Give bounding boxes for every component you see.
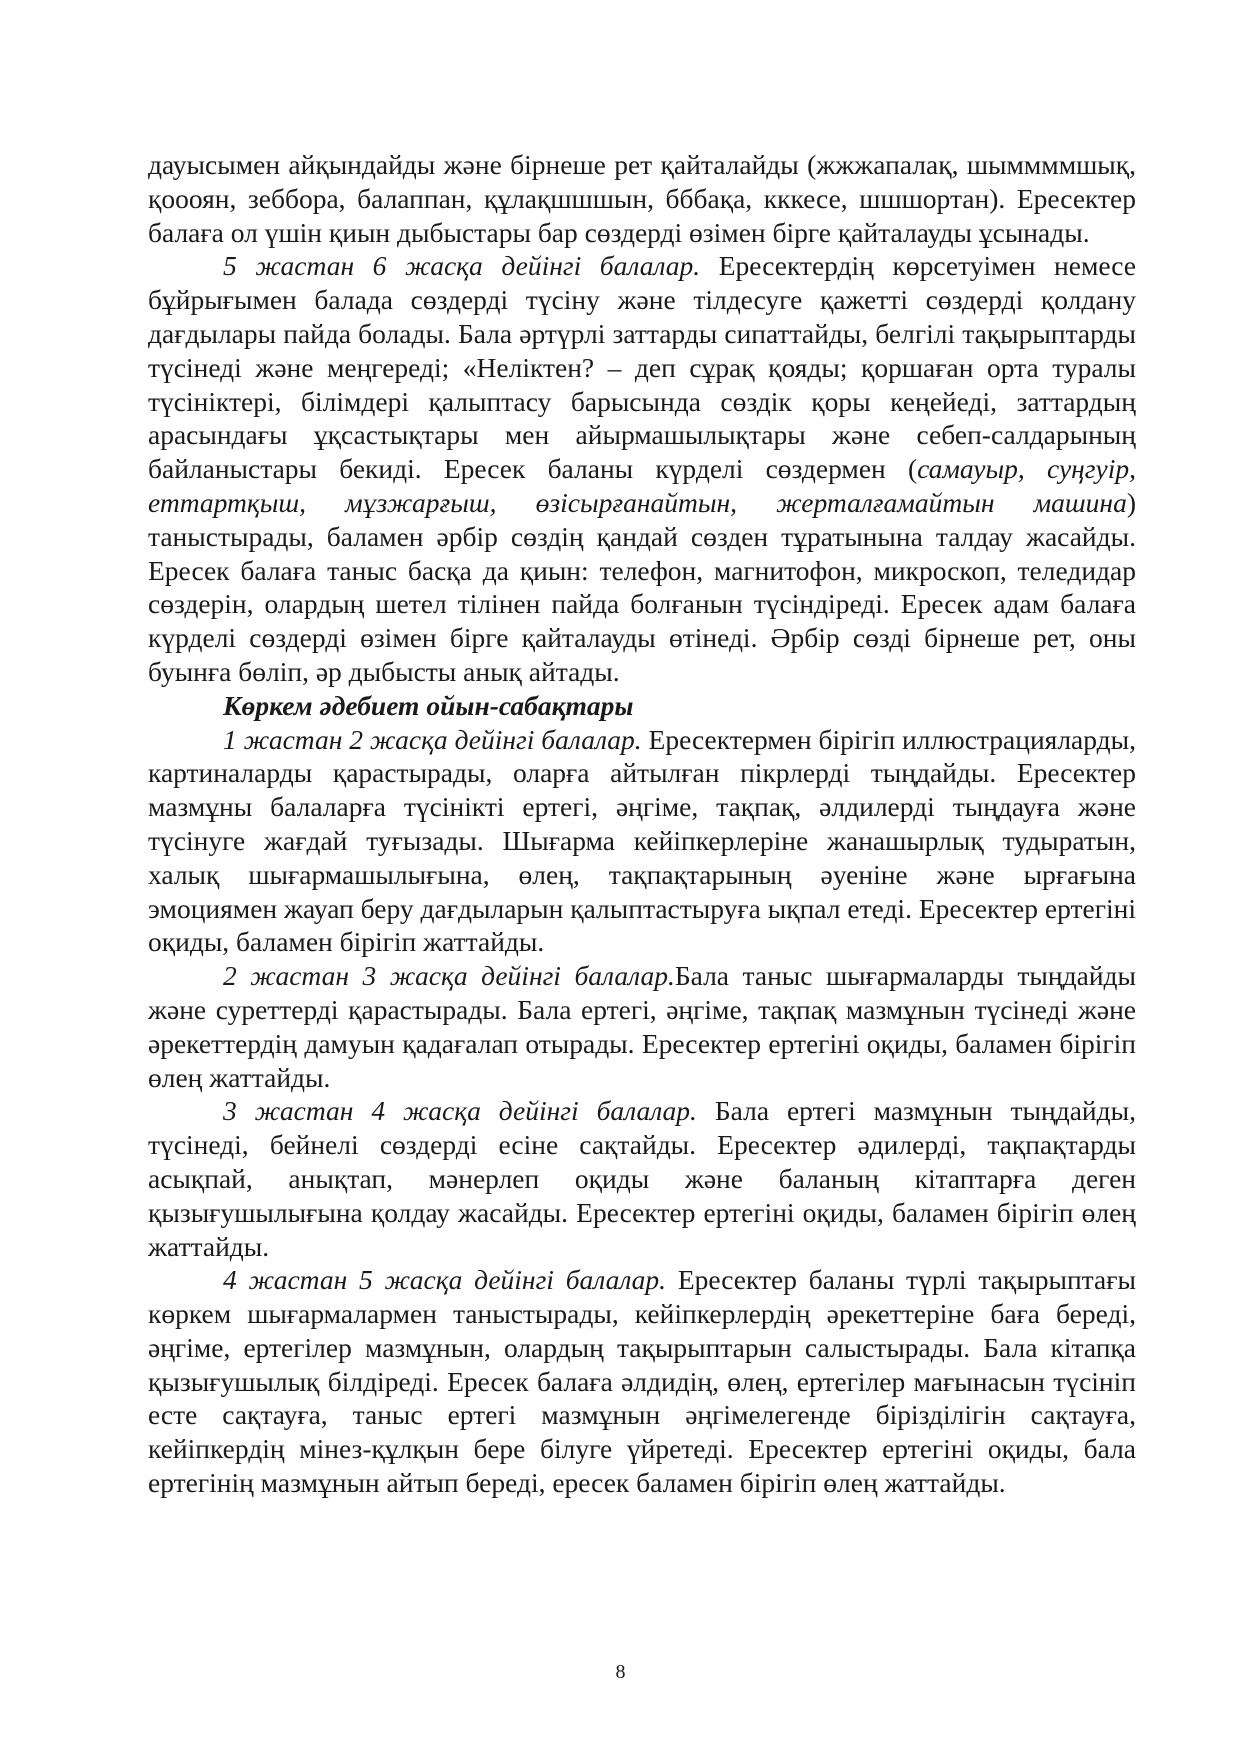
paragraph-age-3-4-text: Бала ертегі мазмұнын тыңдайды, түсінеді, бейнелі сөздерді есіне сақтайды. Ересектер әдилерді, тақпақтарды асықпай, анықтап, мәнерлеп оқиды және баланың кітаптарға деген қызығушылығына қолдау жасайды. Ересектер ертегіні оқиды, баламен бірігіп өлең жаттайды. <box>148 1095 1136 1262</box>
document-page <box>148 148 1136 1500</box>
paragraph-1-text: дауысымен айқындайды және бірнеше рет қайталайды (жжжапалақ, шыммммшық, қоооян, зеббора, балаппан, құлақшшшын, бббақа, кккесе, шшшортан). Ересектер балаға ол үшін қиын дыбыстары бар сөздерді өзімен бірге қайталауды ұсынады. <box>148 149 1136 248</box>
complex-words-italic: самауыр, суңгуір, еттартқыш, мұзжарғыш, өзісырғанайтын, жерталғамайтын машина <box>148 453 1137 518</box>
paragraph-age-4-5 <box>148 1263 1136 1500</box>
paragraph-age-5-6 <box>148 249 1136 688</box>
paragraph-age-3-4 <box>148 1094 1136 1263</box>
paragraph-1 <box>148 148 1136 249</box>
paragraph-age-5-6-text-2: ) таныстырады, баламен әрбір сөздің қандай сөзден тұратынына талдау жасайды. Ересек балаға таныс басқа да қиын: телефон, магнитофон, микроскоп, теледидар сөздерін, олардың шетел тілінен пайда болғанын түсіндіреді. Ересек адам балаға күрделі сөздерді өзімен бірге қайталауды өтінеді. Әрбір сөзді бірнеше рет, оны буынға бөліп, әр дыбысты анық айтады. <box>148 486 1136 687</box>
section-heading: Көркем әдебиет ойын-сабақтары <box>223 689 634 721</box>
age-group-lead-4-5: 4 жастан 5 жасқа дейінгі балалар. <box>223 1264 667 1296</box>
paragraph-age-1-2 <box>148 723 1136 960</box>
paragraph-age-2-3-text: Бала таныс шығармаларды тыңдайды және суреттерді қарастырады. Бала ертегі, әңгіме, тақпақ мазмұнын түсінеді және әрекеттердің дамуын қадағалап отырады. Ересектер ертегіні оқиды, баламен бірігіп өлең жаттайды. <box>148 960 1137 1093</box>
paragraph-age-2-3 <box>148 959 1136 1094</box>
paragraph-age-1-2-text: Ересектермен бірігіп иллюстрацияларды, картиналарды қарастырады, оларға айтылған пікрлерді тыңдайды. Ересектер мазмұны балаларға түсінікті ертегі, әңгіме, тақпақ, әлдилерді тыңдауға және түсінуге жағдай туғызады. Шығарма кейіпкерлеріне жанашырлық тудыратын, халық шығармашылығына, өлең, тақпақтарының әуеніне және ырғағына эмоциямен жауап беру дағдыларын қалыптастыруға ықпал етеді. Ересектер ертегіні оқиды, баламен бірігіп жаттайды. <box>148 723 1136 958</box>
page-number: 8 <box>615 1661 626 1683</box>
age-group-lead-5-6: 5 жастан 6 жасқа дейінгі балалар. <box>223 250 701 282</box>
paragraph-age-5-6-text-1: Ересектердің көрсетуімен немесе бұйрығымен балада сөздерді түсіну және тілдесуге қажетті сөздерді қолдану дағдылары пайда болады. Бала әртүрлі заттарды сипаттайды, белгілі тақырыптарды түсінеді және меңгереді; «Неліктен? – деп сұрақ қояды; қоршаған орта туралы түсініктері, білімдері қалыптасу барысында сөздік қоры кеңейеді, заттардың арасындағы ұқсастықтары мен айырмашылықтары және себеп-салдарының байланыстары бекиді. Ересек баланы күрделі сөздермен ( <box>148 250 1136 485</box>
age-group-lead-2-3: 2 жастан 3 жасқа дейінгі балалар. <box>223 960 675 992</box>
paragraph-age-4-5-text: Ересектер баланы түрлі тақырыптағы көркем шығармалармен таныстырады, кейіпкерлердің әрекеттеріне баға береді, әңгіме, ертегілер мазмұнын, олардың тақырыптарын салыстырады. Бала кітапқа қызығушылық білдіреді. Ересек балаға әлдидің, өлең, ертегілер мағынасын түсініп есте сақтауға, таныс ертегі мазмұнын әңгімелегенде біріздiлігін сақтауға, кейіпкердің мінез-құлқын бере білуге үйретеді. Ересектер ертегіні оқиды, бала ертегінің мазмұнын айтып береді, ересек баламен бірігіп өлең жаттайды. <box>148 1264 1136 1499</box>
age-group-lead-1-2: 1 жастан 2 жасқа дейінгі балалар. <box>223 723 642 755</box>
age-group-lead-3-4: 3 жастан 4 жасқа дейінгі балалар. <box>223 1095 697 1127</box>
